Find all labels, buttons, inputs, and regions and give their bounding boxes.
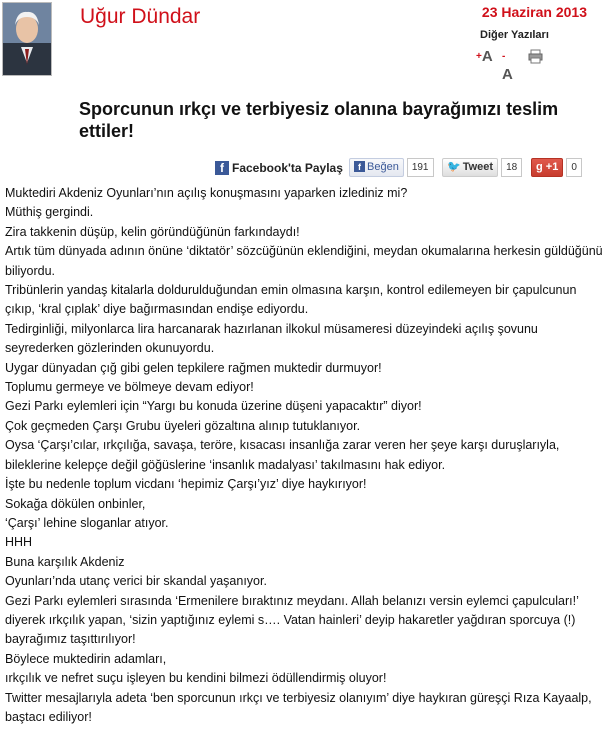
article-title: Sporcunun ırkçı ve terbiyesiz olanına bayrağımızı teslim ettiler! — [79, 99, 559, 141]
article-header — [0, 0, 605, 83]
tweet-button[interactable] — [442, 158, 498, 177]
facebook-like-icon: f — [354, 161, 365, 172]
facebook-like-button[interactable] — [349, 158, 404, 177]
paragraph: Muktediri Akdeniz Oyunları’nın açılış konuşmasını yaparken izlediniz mi? — [5, 186, 408, 200]
paragraph: İşte bu nedenle toplum vicdanı ‘hepimiz Çarşı’yız’ diye haykırıyor! — [5, 477, 367, 492]
twitter-bird-icon: 🐦 — [447, 161, 461, 173]
article-body — [5, 184, 603, 727]
like-count: 191 — [407, 158, 434, 177]
font-decrease-label: A — [502, 66, 513, 83]
minus-sign: - — [502, 51, 506, 62]
font-increase-label: A — [481, 48, 493, 65]
facebook-icon: f — [215, 161, 229, 175]
font-increase-button[interactable] — [476, 48, 493, 66]
facebook-share-button[interactable] — [215, 158, 343, 177]
paragraph: Gezi Parkı eylemleri sırasında ‘Ermenilere bıraktınız meydanı. Allah belanızı versin eylemci çapulcuları!’ diyerek ırkçılık yapan, ‘sizin yaptığınız eylemi s…. Vatan hainleri’ deyip hakaretler yağdıran sporcuya (!) bayrağımız taşıttırılıyor! — [5, 593, 579, 647]
author-photo-icon — [3, 3, 51, 75]
paragraph: Toplumu germeye ve bölmeye devam ediyor! — [5, 380, 254, 395]
other-articles-link[interactable]: Diğer Yazıları — [480, 29, 549, 41]
gplus-widget — [531, 158, 582, 177]
gplus-label: +1 — [545, 161, 559, 173]
paragraph: Oysa ‘Çarşı’cılar, ırkçılığa, savaşa, teröre, kısacası insanlığa zarar veren her şeye karşı duruşlarıyla, bileklerine kelepçe değil göğüslerine ‘insanlık madalyası’ takılmasını hak ediyor. — [5, 438, 560, 472]
article-date: 23 Haziran 2013 — [481, 4, 587, 20]
tweet-widget — [442, 158, 522, 177]
paragraph: Müthiş gergindi. — [5, 205, 94, 220]
paragraph: Böylece muktedirin adamları, — [5, 651, 167, 666]
plus-sign: + — [476, 51, 482, 62]
like-label: Beğen — [367, 161, 399, 173]
paragraph: Zira takkenin düşüp, kelin göründüğünün farkındaydı! — [5, 224, 300, 239]
paragraph: Tedirginliği, milyonlarca lira harcanarak hazırlanan ilkokul müsameresi düzeyindeki açılış şovunu seyrederken gözlerinden okunuyordu. — [5, 321, 538, 356]
paragraph: Sokağa dökülen onbinler, — [5, 496, 146, 511]
author-name[interactable]: Uğur Dündar — [80, 5, 201, 28]
paragraph: ‘Çarşı’ lehine sloganlar atıyor. — [5, 515, 169, 530]
paragraph: HHH — [5, 535, 33, 550]
author-avatar[interactable] — [2, 2, 52, 76]
paragraph: Twitter mesajlarıyla adeta ‘ben sporcunun ırkçı ve terbiyesiz olanıyım’ diye haykıran güreşçi Rıza Kayaalp, baştacı ediliyor! — [5, 690, 592, 724]
paragraph: Uygar dünyadan çığ gibi gelen tepkilere rağmen muktedir durmuyor! — [5, 360, 382, 375]
tweet-count: 18 — [501, 158, 522, 177]
paragraph: Buna karşılık Akdeniz — [5, 554, 125, 569]
gplus-count: 0 — [566, 158, 582, 177]
paragraph: Artık tüm dünyada adının önüne ‘diktatör’ sözcüğünün eklendiğini, meydan okumalarına herkesin güldüğünü biliyordu. — [5, 244, 603, 278]
paragraph: Çok geçmeden Çarşı Grubu üyeleri gözaltına alınıp tutuklanıyor. — [5, 418, 361, 433]
paragraph: Gezi Parkı eylemleri için “Yargı bu konuda üzerine düşeni yapacaktır” diyor! — [5, 399, 422, 414]
tweet-label: Tweet — [462, 161, 494, 173]
facebook-share-label: Facebook'ta Paylaş — [232, 160, 343, 175]
print-icon[interactable] — [528, 49, 543, 64]
gplus-button[interactable] — [531, 158, 563, 177]
gplus-icon: g — [536, 161, 546, 173]
paragraph: ırkçılık ve nefret suçu işleyen bu kendini bilmezi ödüllendirmiş oluyor! — [5, 671, 387, 686]
font-decrease-button[interactable] — [502, 48, 513, 84]
paragraph: Tribünlerin yandaş kitalarla doldurulduğundan emin olmasına karşın, kontrol edilemeyen bir çapulcunun çıkıp, ‘kral çıplak’ diye bağırmasından endişe ediyordu. — [5, 283, 577, 317]
facebook-like-widget — [349, 158, 434, 177]
paragraph: Oyunları’nda utanç verici bir skandal yaşanıyor. — [5, 574, 267, 589]
